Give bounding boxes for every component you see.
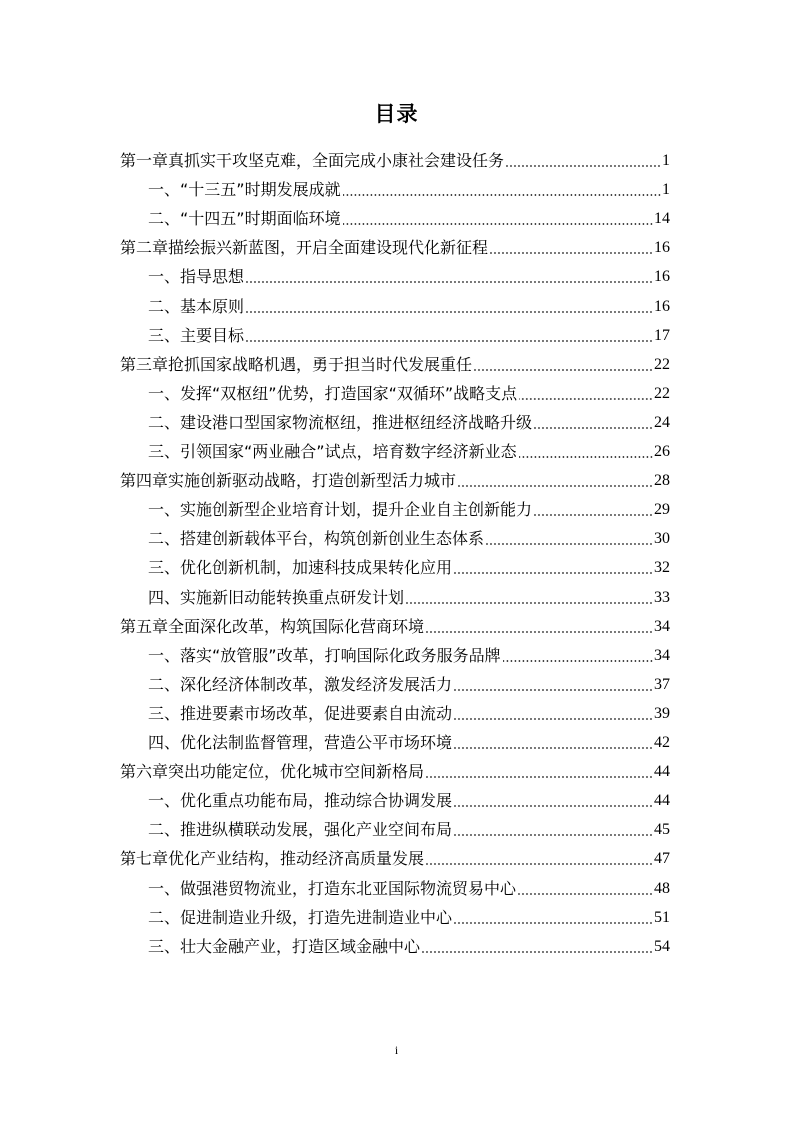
toc-section-entry[interactable] <box>148 170 670 200</box>
toc-page-number: 1 <box>662 152 670 169</box>
toc-dot-leader <box>422 951 653 953</box>
toc-page-number: 16 <box>654 297 670 315</box>
toc-page-number: 37 <box>654 675 670 693</box>
toc-entry-title: 一、指导思想 <box>148 267 245 287</box>
toc-entry-title: 一、“十三五”时期发展成就 <box>148 180 341 200</box>
toc-page-number: 39 <box>654 704 670 722</box>
toc-section-entry[interactable] <box>148 432 670 462</box>
toc-entry-title: 四、实施新旧动能转换重点研发计划 <box>148 587 405 607</box>
toc-section-entry[interactable] <box>148 199 670 229</box>
toc-page-number: 34 <box>654 617 670 635</box>
toc-dot-leader <box>454 922 653 924</box>
toc-section-entry[interactable] <box>148 694 670 724</box>
toc-dot-leader <box>486 543 653 545</box>
toc-chapter-entry[interactable] <box>120 345 670 375</box>
toc-entry-title: 二、促进制造业升级，打造先进制造业中心 <box>148 907 453 927</box>
toc-section-entry[interactable] <box>148 927 670 957</box>
toc-page-number: 28 <box>654 472 670 490</box>
toc-page-number: 14 <box>654 210 670 228</box>
toc-dot-leader <box>454 718 653 720</box>
toc-dot-leader <box>534 514 653 516</box>
toc-section-entry[interactable] <box>148 403 670 433</box>
toc-page-number: 44 <box>654 792 670 810</box>
toc-dot-leader <box>454 747 653 749</box>
toc-entry-title: 三、引领国家“两业融合”试点，培育数字经济新业态 <box>148 442 517 461</box>
toc-dot-leader <box>454 805 653 807</box>
toc-dot-leader <box>246 281 653 283</box>
toc-dot-leader <box>490 252 653 254</box>
toc-entry-title: 二、搭建创新载体平台，构筑创新创业生态体系 <box>148 529 485 549</box>
toc-page-number: 32 <box>654 559 670 577</box>
toc-section-entry[interactable] <box>148 723 670 753</box>
toc-dot-leader <box>506 165 661 167</box>
toc-chapter-entry[interactable] <box>120 752 670 782</box>
toc-page-number: 1 <box>662 181 670 199</box>
toc-entry-title: 三、主要目标 <box>148 325 245 345</box>
toc-section-entry[interactable] <box>148 898 670 928</box>
toc-section-entry[interactable] <box>148 869 670 899</box>
toc-entry-title: 一、发挥“双枢纽”优势，打造国家“双循环”战略支点 <box>148 383 518 403</box>
toc-page-number: 44 <box>654 763 670 781</box>
toc-chapter-entry[interactable] <box>120 461 670 491</box>
toc-section-entry[interactable] <box>148 257 670 287</box>
toc-entry-title: 二、基本原则 <box>148 296 245 316</box>
page-footer-number: i <box>394 1043 399 1057</box>
toc-chapter-entry[interactable] <box>120 839 670 869</box>
toc-section-entry[interactable] <box>148 316 670 346</box>
toc-chapter-entry[interactable] <box>120 228 670 258</box>
toc-entry-title: 一、实施创新型企业培育计划，提升企业自主创新能力 <box>148 500 533 520</box>
toc-dot-leader <box>246 311 653 313</box>
toc-page-number: 16 <box>654 268 670 286</box>
toc-dot-leader <box>503 660 653 662</box>
toc-entry-title: 第一章真抓实干攻坚克难，全面完成小康社会建设任务 <box>120 151 505 170</box>
toc-entry-title: 三、壮大金融产业，打造区域金融中心 <box>148 936 421 956</box>
toc-entry-title: 二、建设港口型国家物流枢纽，推进枢纽经济战略升级 <box>148 412 533 432</box>
toc-page-number: 33 <box>654 588 670 606</box>
toc-dot-leader <box>454 834 653 836</box>
toc-page-number: 34 <box>654 646 670 664</box>
toc-section-entry[interactable] <box>148 578 670 608</box>
toc-page-number: 47 <box>654 850 670 868</box>
toc-page-number: 16 <box>654 239 670 257</box>
toc-entry-title: 二、深化经济体制改革，激发经济发展活力 <box>148 674 453 694</box>
toc-entry-title: 第五章全面深化改革，构筑国际化营商环境 <box>120 616 425 636</box>
toc-entry-title: 第三章抢抓国家战略机遇，勇于担当时代发展重任 <box>120 354 473 374</box>
toc-dot-leader <box>534 427 653 429</box>
toc-dot-leader <box>426 863 653 865</box>
toc-chapter-entry[interactable] <box>120 141 670 171</box>
toc-entry-title: 二、推进纵横联动发展，强化产业空间布局 <box>148 820 453 840</box>
toc-page-number: 22 <box>654 384 670 402</box>
toc-page-number: 22 <box>654 355 670 373</box>
toc-dot-leader <box>343 223 653 225</box>
toc-chapter-entry[interactable] <box>120 607 670 637</box>
toc-dot-leader <box>343 194 661 196</box>
toc-dot-leader <box>426 776 653 778</box>
toc-section-entry[interactable] <box>148 810 670 840</box>
toc-entry-title: 四、优化法制监督管理，营造公平市场环境 <box>148 733 453 752</box>
toc-entry-title: 二、“十四五”时期面临环境 <box>148 209 341 229</box>
toc-section-entry[interactable] <box>148 287 670 317</box>
toc-dot-leader <box>454 689 653 691</box>
toc-entry-title: 一、优化重点功能布局，推动综合协调发展 <box>148 791 453 811</box>
toc-dot-leader <box>519 456 653 458</box>
toc-entry-title: 三、优化创新机制，加速科技成果转化应用 <box>148 558 453 578</box>
toc-dot-leader <box>246 340 653 342</box>
toc-entry-title: 第二章描绘振兴新蓝图，开启全面建设现代化新征程 <box>120 238 489 258</box>
toc-section-entry[interactable] <box>148 636 670 666</box>
toc-page-number: 17 <box>654 326 670 344</box>
toc-entry-title: 第七章优化产业结构，推动经济高质量发展 <box>120 849 425 869</box>
toc-entry-title: 三、推进要素市场改革，促进要素自由流动 <box>148 703 453 723</box>
toc-section-entry[interactable] <box>148 490 670 520</box>
toc-section-entry[interactable] <box>148 519 670 549</box>
toc-entry-title: 第六章突出功能定位，优化城市空间新格局 <box>120 762 425 782</box>
toc-page-number: 26 <box>654 443 670 460</box>
toc-entry-title: 第四章实施创新驱动战略，打造创新型活力城市 <box>120 471 457 491</box>
toc-dot-leader <box>458 485 653 487</box>
toc-title: 目录 <box>374 102 419 126</box>
toc-section-entry[interactable] <box>148 781 670 811</box>
toc-section-entry[interactable] <box>148 374 670 404</box>
toc-dot-leader <box>426 631 653 633</box>
toc-page-number: 45 <box>654 821 670 839</box>
toc-page-number: 51 <box>654 908 670 926</box>
toc-entry-title: 一、落实“放管服”改革，打响国际化政务服务品牌 <box>148 645 501 665</box>
toc-entry-title: 一、做强港贸物流业，打造东北亚国际物流贸易中心 <box>148 878 517 898</box>
toc-dot-leader <box>406 602 653 604</box>
toc-section-entry[interactable] <box>148 548 670 578</box>
toc-page-number: 24 <box>654 413 670 431</box>
toc-page-number: 29 <box>654 501 670 519</box>
toc-dot-leader <box>518 893 653 895</box>
toc-dot-leader <box>519 398 653 400</box>
toc-page-number: 54 <box>654 937 670 955</box>
toc-section-entry[interactable] <box>148 665 670 695</box>
toc-dot-leader <box>454 572 653 574</box>
toc-page-number: 42 <box>654 734 670 751</box>
toc-page-number: 30 <box>654 530 670 548</box>
toc-dot-leader <box>474 369 653 371</box>
toc-page-number: 48 <box>654 879 670 897</box>
